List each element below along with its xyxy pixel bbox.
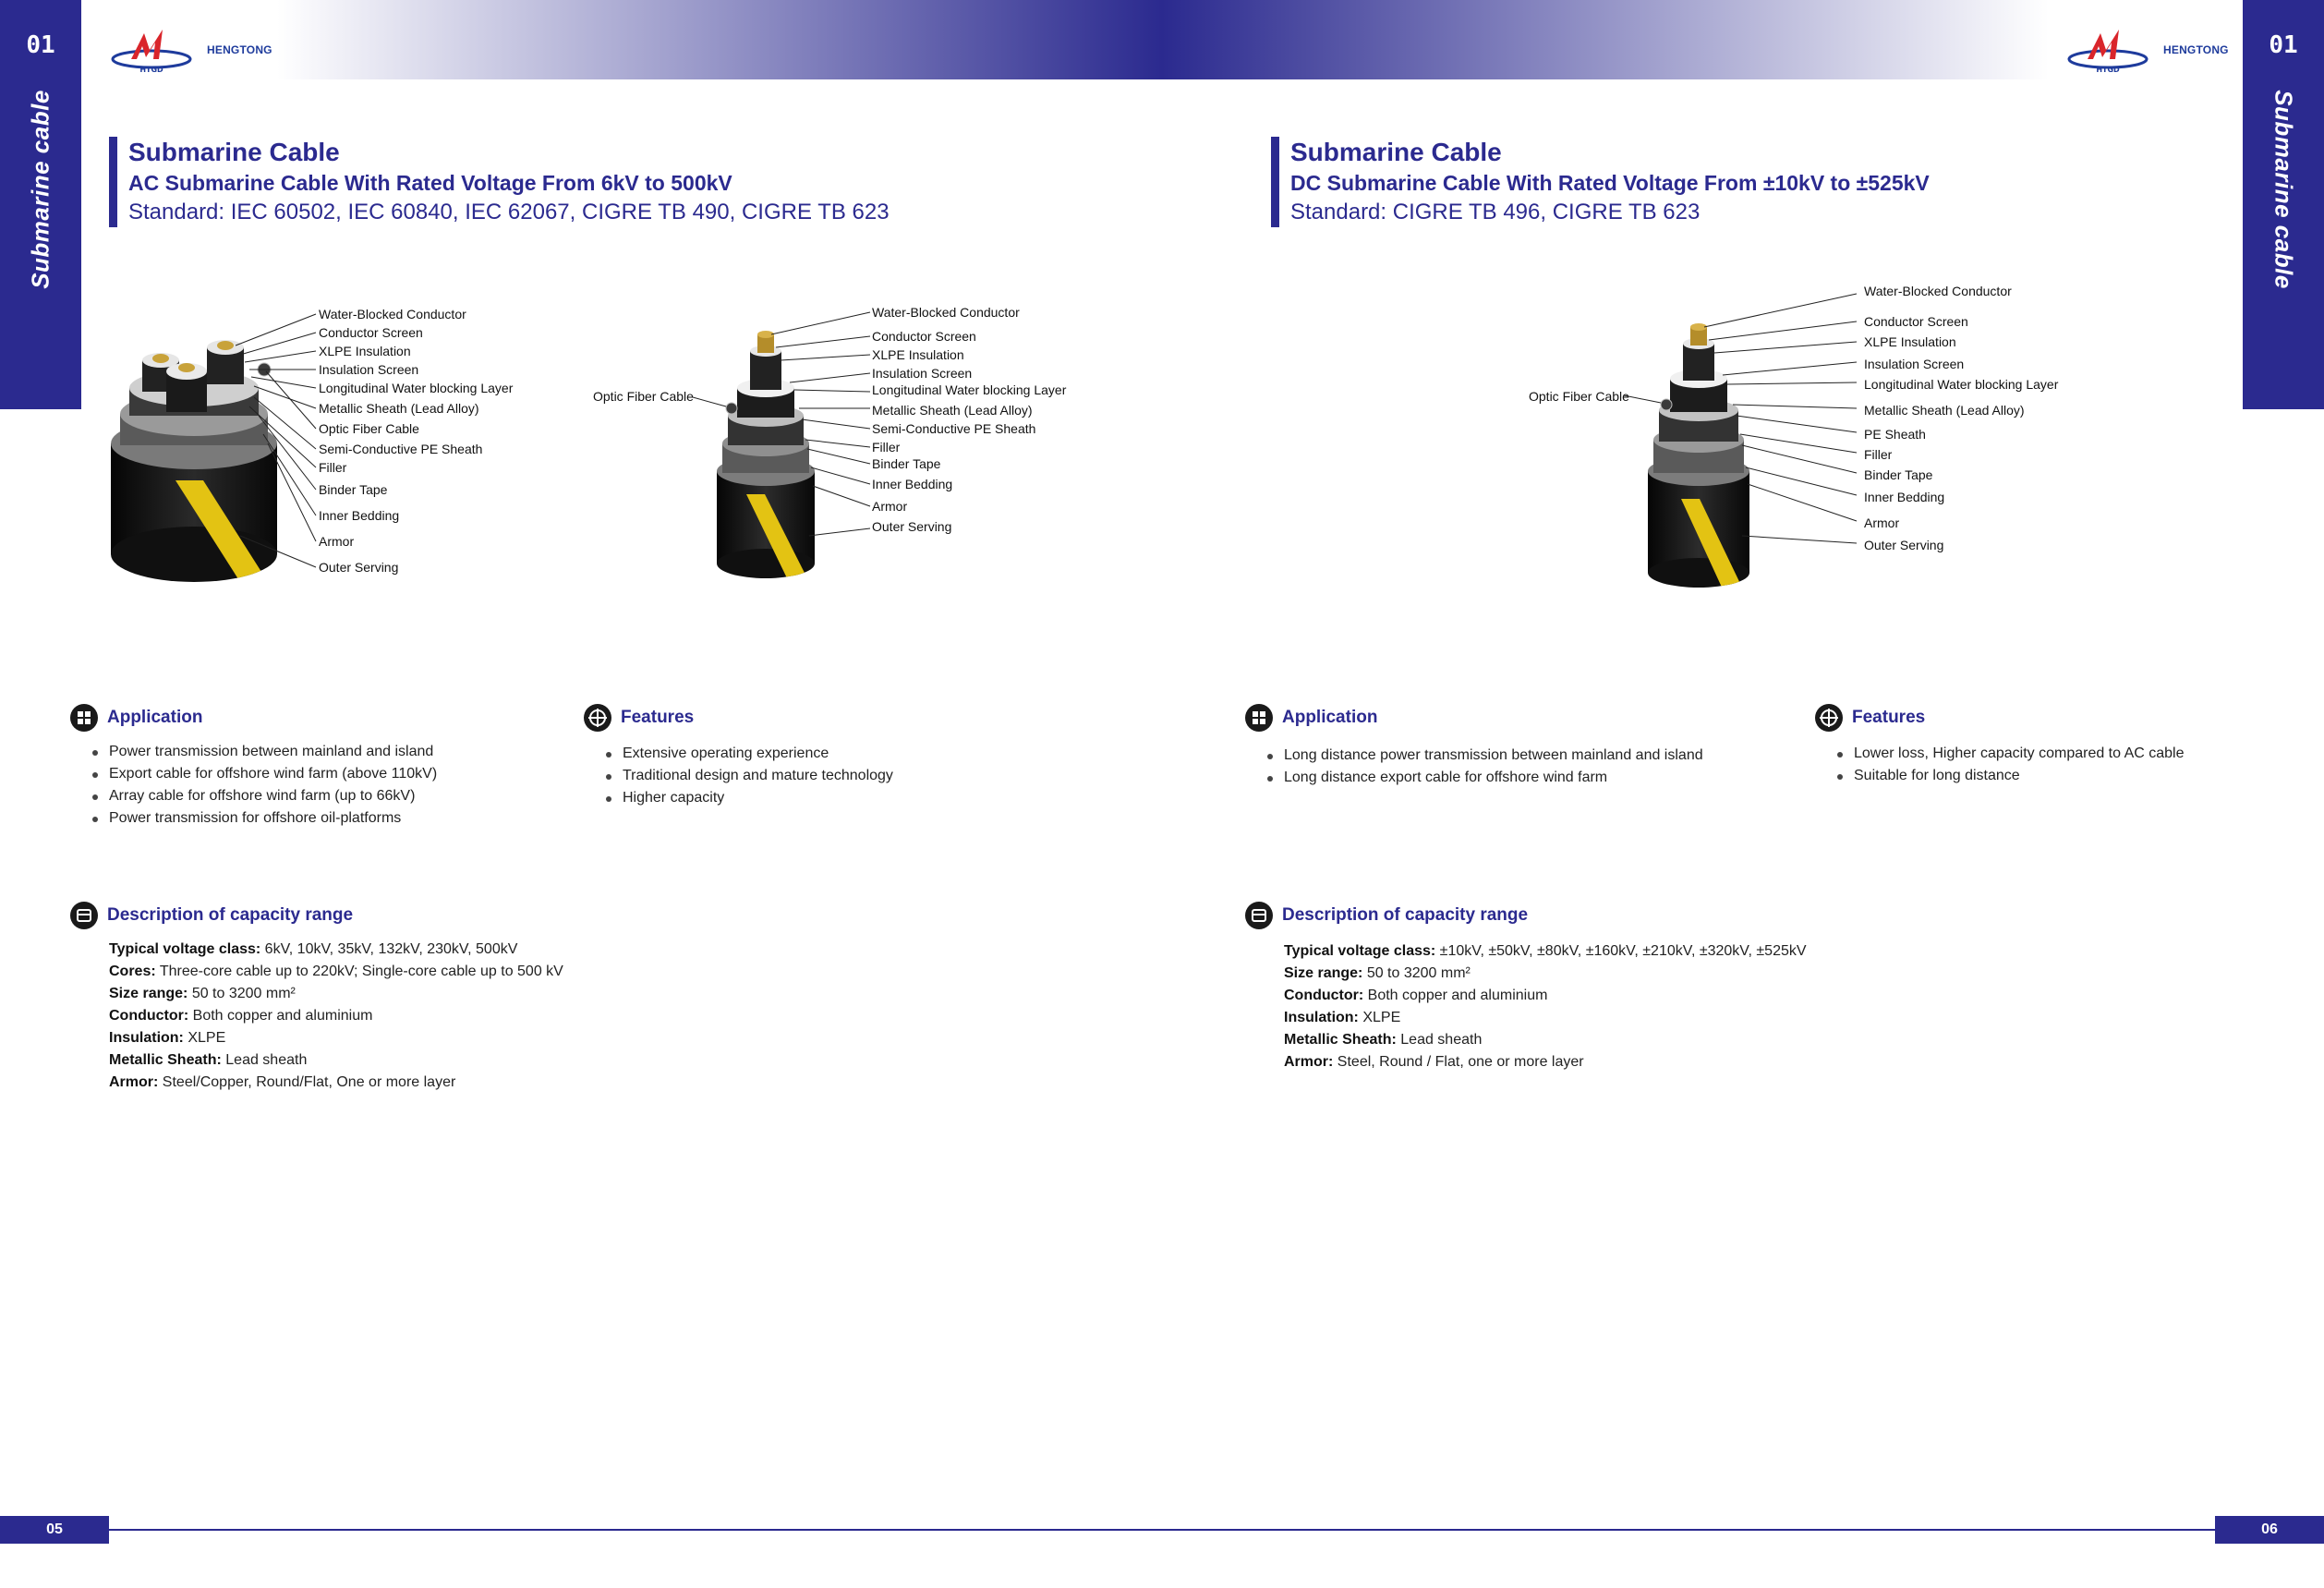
chapter-label: Submarine cable (26, 90, 54, 289)
single-core-cable-illustration (591, 305, 887, 600)
callout-label: Armor (872, 499, 908, 514)
spec-row: Typical voltage class: 6kV, 10kV, 35kV, 132kV, 230kV, 500kV (109, 941, 518, 957)
features-list (1835, 743, 2185, 787)
features-icon (584, 704, 611, 732)
spec-row: Size range: 50 to 3200 mm² (1284, 965, 1471, 981)
svg-text:HTGD: HTGD (2096, 66, 2120, 74)
list-item: Traditional design and mature technology (604, 765, 893, 787)
callout-label: Optic Fiber Cable (1529, 389, 1629, 404)
footer-rule (109, 1529, 2215, 1531)
callout-label: Filler (872, 440, 901, 455)
callout-label: Longitudinal Water blocking Layer (872, 382, 1067, 397)
page-subtitle: AC Submarine Cable With Rated Voltage From 6kV to 500kV (128, 171, 732, 195)
spec-row: Typical voltage class: ±10kV, ±50kV, ±80kV, ±160kV, ±210kV, ±320kV, ±525kV (1284, 943, 1807, 959)
dc-cable-illustration (1589, 286, 1884, 600)
callout-label: Filler (319, 460, 347, 475)
callout-label: Inner Bedding (319, 508, 400, 523)
left-heading (109, 137, 890, 227)
list-item: Long distance export cable for offshore wind farm (1265, 767, 1703, 789)
brand-logo-left (109, 24, 272, 76)
callout-label: Longitudinal Water blocking Layer (1864, 377, 2059, 392)
callout-label: Binder Tape (872, 456, 941, 471)
side-tab-right (2243, 0, 2324, 409)
list-item: Export cable for offshore wind farm (above 110kV) (91, 763, 437, 785)
single-core-cable-diagram (591, 305, 887, 600)
application-list (91, 741, 437, 830)
side-tab-left (0, 0, 81, 409)
brand-logo-right (2065, 24, 2229, 76)
dc-cable-diagram (1589, 286, 1884, 600)
spec-row: Armor: Steel, Round / Flat, one or more layer (1284, 1054, 1584, 1070)
capacity-specs (1284, 940, 1807, 1073)
spec-row: Metallic Sheath: Lead sheath (1284, 1032, 1483, 1048)
callout-label: Water-Blocked Conductor (319, 307, 466, 321)
list-item: Extensive operating experience (604, 743, 893, 765)
svg-text:HTGD: HTGD (139, 66, 163, 74)
grid-icon (1245, 704, 1273, 732)
brand-name: HENGTONG (207, 43, 272, 56)
capacity-icon (70, 902, 98, 929)
callout-label: Inner Bedding (1864, 490, 1945, 504)
callout-label: Metallic Sheath (Lead Alloy) (872, 403, 1033, 418)
callout-label: Water-Blocked Conductor (1864, 284, 2012, 298)
callout-label: Metallic Sheath (Lead Alloy) (1864, 403, 2025, 418)
list-item: Lower loss, Higher capacity compared to AC cable (1835, 743, 2185, 765)
callout-label: Inner Bedding (872, 477, 953, 491)
features-heading (584, 704, 694, 732)
hengtong-logo-icon (109, 26, 198, 74)
section-title: Features (1852, 708, 1926, 727)
callout-label: Armor (1864, 515, 1900, 530)
brand-name: HENGTONG (2163, 43, 2229, 56)
features-heading (1815, 704, 1925, 732)
list-item: Long distance power transmission between mainland and island (1265, 745, 1703, 767)
callout-label: Binder Tape (1864, 467, 1933, 482)
page-number-right: 06 (2215, 1516, 2324, 1544)
callout-label: XLPE Insulation (872, 347, 964, 362)
callout-label: Longitudinal Water blocking Layer (319, 381, 514, 395)
spec-row: Conductor: Both copper and aluminium (1284, 988, 1548, 1003)
capacity-heading (1245, 902, 1528, 929)
features-list (604, 743, 893, 809)
callout-label: Insulation Screen (319, 362, 419, 377)
callout-label: Outer Serving (1864, 538, 1944, 552)
callout-label: PE Sheath (1864, 427, 1926, 442)
list-item: Array cable for offshore wind farm (up to 66kV) (91, 785, 437, 807)
callout-label: Conductor Screen (319, 325, 423, 340)
capacity-heading (70, 902, 353, 929)
callout-label: Semi-Conductive PE Sheath (319, 442, 483, 456)
callout-label: Optic Fiber Cable (319, 421, 419, 436)
callout-label: XLPE Insulation (319, 344, 411, 358)
page-subtitle: DC Submarine Cable With Rated Voltage From ±10kV to ±525kV (1290, 171, 1930, 195)
section-title: Application (107, 708, 203, 727)
list-item: Power transmission between mainland and island (91, 741, 437, 763)
capacity-specs (109, 939, 563, 1094)
spec-row: Metallic Sheath: Lead sheath (109, 1052, 308, 1068)
section-title: Features (621, 708, 695, 727)
list-item: Higher capacity (604, 787, 893, 809)
callout-label: Water-Blocked Conductor (872, 305, 1020, 320)
page-title: Submarine Cable (128, 138, 340, 166)
callout-label: Conductor Screen (1864, 314, 1968, 329)
chapter-number: 01 (26, 31, 55, 59)
grid-icon (70, 704, 98, 732)
application-heading (1245, 704, 1377, 732)
callout-label: Outer Serving (872, 519, 952, 534)
application-list (1265, 745, 1703, 789)
callout-label: Semi-Conductive PE Sheath (872, 421, 1036, 436)
list-item: Suitable for long distance (1835, 765, 2185, 787)
callout-label: Insulation Screen (1864, 357, 1965, 371)
section-title: Description of capacity range (1282, 905, 1529, 925)
page-title: Submarine Cable (1290, 138, 1502, 166)
section-title: Application (1282, 708, 1378, 727)
chapter-label: Submarine cable (2270, 90, 2298, 289)
right-heading (1271, 137, 1930, 227)
spec-row: Insulation: XLPE (109, 1030, 226, 1046)
spec-row: Cores: Three-core cable up to 220kV; Single-core cable up to 500 kV (109, 964, 563, 979)
callout-label: Insulation Screen (872, 366, 973, 381)
page-number-left: 05 (0, 1516, 109, 1544)
hengtong-logo-icon (2065, 26, 2154, 74)
page-standard: Standard: CIGRE TB 496, CIGRE TB 623 (1290, 200, 1701, 224)
callout-label: Binder Tape (319, 482, 388, 497)
application-heading (70, 704, 202, 732)
callout-label: Optic Fiber Cable (593, 389, 694, 404)
callout-label: Outer Serving (319, 560, 399, 575)
list-item: Power transmission for offshore oil-platforms (91, 807, 437, 830)
spec-row: Armor: Steel/Copper, Round/Flat, One or more layer (109, 1074, 456, 1090)
spec-row: Conductor: Both copper and aluminium (109, 1008, 373, 1024)
page-standard: Standard: IEC 60502, IEC 60840, IEC 62067, CIGRE TB 490, CIGRE TB 623 (128, 200, 890, 224)
spec-row: Insulation: XLPE (1284, 1010, 1401, 1025)
callout-label: Conductor Screen (872, 329, 976, 344)
callout-label: Filler (1864, 447, 1893, 462)
callout-label: Armor (319, 534, 355, 549)
capacity-icon (1245, 902, 1273, 929)
callout-label: Metallic Sheath (Lead Alloy) (319, 401, 479, 416)
spec-row: Size range: 50 to 3200 mm² (109, 986, 296, 1001)
callout-label: XLPE Insulation (1864, 334, 1956, 349)
chapter-number: 01 (2269, 31, 2298, 59)
section-title: Description of capacity range (107, 905, 354, 925)
features-icon (1815, 704, 1843, 732)
